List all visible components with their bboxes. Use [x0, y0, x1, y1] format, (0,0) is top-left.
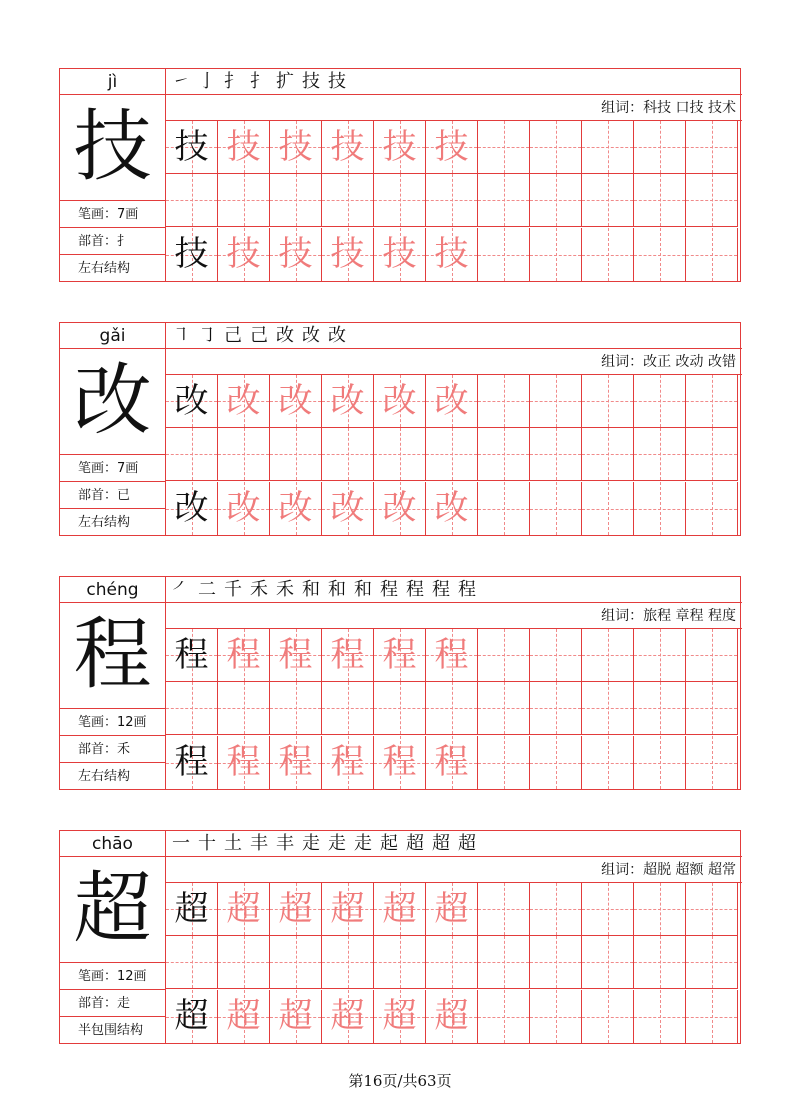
- practice-cell[interactable]: [478, 482, 530, 535]
- trace-char: 技: [330, 234, 365, 274]
- practice-cell[interactable]: [478, 174, 530, 227]
- stroke-count: 笔画：7画: [60, 455, 165, 482]
- practice-cell[interactable]: [374, 228, 426, 281]
- practice-cell[interactable]: [634, 228, 686, 281]
- stroke-step: 超: [406, 833, 424, 854]
- model-char: 超: [73, 864, 152, 954]
- trace-char: 超: [382, 996, 417, 1036]
- practice-cell[interactable]: [686, 482, 738, 535]
- trace-char: 超: [226, 889, 261, 929]
- practice-row: [166, 629, 740, 682]
- practice-cell[interactable]: [686, 121, 738, 174]
- practice-cell[interactable]: [426, 228, 478, 281]
- practice-cell[interactable]: [478, 936, 530, 989]
- practice-cell[interactable]: [218, 174, 270, 227]
- practice-cell[interactable]: [478, 228, 530, 281]
- stroke-step: 超: [458, 833, 476, 854]
- trace-char: 改: [278, 488, 313, 528]
- practice-cell[interactable]: [218, 121, 270, 174]
- structure: 左右结构: [78, 515, 131, 530]
- page-number: 第16页/共63页: [348, 1072, 452, 1090]
- trace-char: 改: [278, 381, 313, 421]
- sample-char: 超: [174, 889, 209, 929]
- stroke-step: 超: [432, 833, 450, 854]
- stroke-step: 十: [198, 833, 216, 854]
- trace-char: 程: [434, 742, 469, 782]
- practice-cell[interactable]: [322, 682, 374, 735]
- trace-char: 程: [226, 635, 261, 675]
- practice-cell[interactable]: [270, 883, 322, 936]
- stroke-step: ㇀: [172, 71, 190, 92]
- practice-cell[interactable]: [322, 428, 374, 481]
- practice-cell[interactable]: [322, 736, 374, 789]
- stroke-step: 走: [328, 833, 346, 854]
- practice-cell[interactable]: [322, 990, 374, 1043]
- practice-cell[interactable]: [166, 990, 218, 1043]
- trace-char: 超: [330, 889, 365, 929]
- trace-char: 程: [330, 635, 365, 675]
- trace-char: 改: [226, 381, 261, 421]
- practice-cell[interactable]: [166, 375, 218, 428]
- radical: 部首：已: [60, 482, 165, 509]
- pinyin: chéng: [60, 577, 165, 603]
- practice-cell[interactable]: [686, 990, 738, 1043]
- practice-cell[interactable]: [478, 990, 530, 1043]
- sample-char: 程: [174, 635, 209, 675]
- practice-cell[interactable]: [686, 629, 738, 682]
- stroke-step: 走: [354, 833, 372, 854]
- practice-row: [166, 375, 740, 428]
- stroke-order: [166, 69, 742, 95]
- practice-cell[interactable]: [270, 736, 322, 789]
- practice-cell[interactable]: [530, 936, 582, 989]
- practice-cell[interactable]: [322, 228, 374, 281]
- trace-char: 技: [434, 127, 469, 167]
- char-info-column: [60, 577, 166, 789]
- practice-cell[interactable]: [530, 228, 582, 281]
- trace-char: 技: [330, 127, 365, 167]
- practice-cell[interactable]: [374, 990, 426, 1043]
- practice-cell[interactable]: [166, 228, 218, 281]
- practice-cell[interactable]: [582, 121, 634, 174]
- practice-cell[interactable]: [426, 883, 478, 936]
- practice-cell[interactable]: [686, 174, 738, 227]
- practice-cell[interactable]: [374, 936, 426, 989]
- practice-cell[interactable]: [686, 428, 738, 481]
- practice-cell[interactable]: [270, 174, 322, 227]
- stroke-step: ㇒: [172, 579, 190, 600]
- model-char-box: [60, 857, 165, 963]
- practice-cell[interactable]: [686, 936, 738, 989]
- trace-char: 改: [382, 381, 417, 421]
- practice-cell[interactable]: [218, 990, 270, 1043]
- practice-cell[interactable]: [374, 482, 426, 535]
- stroke-step: 技: [302, 71, 320, 92]
- practice-cell[interactable]: [582, 736, 634, 789]
- word-examples: 组词：科技 口技 技术: [166, 95, 742, 121]
- practice-row: [166, 174, 740, 227]
- practice-cell[interactable]: [582, 428, 634, 481]
- practice-cell[interactable]: [218, 375, 270, 428]
- stroke-step: 土: [224, 833, 242, 854]
- stroke-count: 笔画：7画: [60, 201, 165, 228]
- practice-cell[interactable]: [530, 990, 582, 1043]
- practice-cell[interactable]: [634, 629, 686, 682]
- practice-cell[interactable]: [686, 736, 738, 789]
- sample-char: 超: [174, 996, 209, 1036]
- stroke-step: 禾: [250, 579, 268, 600]
- trace-char: 程: [278, 635, 313, 675]
- model-char-box: [60, 95, 165, 201]
- practice-cell[interactable]: [634, 121, 686, 174]
- sample-char: 程: [174, 742, 209, 782]
- stroke-step: 丰: [276, 833, 294, 854]
- stroke-step: 改: [276, 325, 294, 346]
- structure: 左右结构: [78, 769, 131, 784]
- stroke-step: 程: [458, 579, 476, 600]
- practice-row: [166, 990, 740, 1043]
- stroke-step: 己: [224, 325, 242, 346]
- practice-cell[interactable]: [582, 936, 634, 989]
- practice-row: [166, 682, 740, 735]
- practice-cell[interactable]: [634, 883, 686, 936]
- practice-cell[interactable]: [166, 482, 218, 535]
- practice-cell[interactable]: [426, 736, 478, 789]
- practice-cell[interactable]: [166, 682, 218, 735]
- trace-char: 技: [382, 234, 417, 274]
- practice-cell[interactable]: [322, 883, 374, 936]
- char-card-3: [59, 576, 741, 790]
- stroke-step: 亅: [198, 71, 216, 92]
- char-card-2: [59, 322, 741, 536]
- practice-cell[interactable]: [530, 883, 582, 936]
- practice-cell[interactable]: [530, 482, 582, 535]
- practice-cell[interactable]: [218, 228, 270, 281]
- practice-cell[interactable]: [218, 736, 270, 789]
- practice-cell[interactable]: [322, 936, 374, 989]
- practice-row: [166, 883, 740, 936]
- practice-cell[interactable]: [270, 682, 322, 735]
- practice-row: [166, 428, 740, 481]
- trace-char: 技: [226, 127, 261, 167]
- trace-char: 改: [330, 381, 365, 421]
- practice-cell[interactable]: [322, 482, 374, 535]
- stroke-step: 起: [380, 833, 398, 854]
- practice-cell[interactable]: [374, 174, 426, 227]
- practice-cell[interactable]: [582, 174, 634, 227]
- stroke-step: 己: [250, 325, 268, 346]
- model-char-box: [60, 349, 165, 455]
- trace-char: 程: [330, 742, 365, 782]
- practice-cell[interactable]: [686, 682, 738, 735]
- practice-cell[interactable]: [634, 990, 686, 1043]
- practice-cell[interactable]: [166, 121, 218, 174]
- stroke-step: 扩: [276, 71, 294, 92]
- practice-cell[interactable]: [270, 121, 322, 174]
- practice-cell[interactable]: [374, 375, 426, 428]
- practice-cell[interactable]: [634, 736, 686, 789]
- practice-cell[interactable]: [478, 883, 530, 936]
- practice-cell[interactable]: [582, 228, 634, 281]
- trace-char: 程: [226, 742, 261, 782]
- practice-cell[interactable]: [582, 682, 634, 735]
- practice-cell[interactable]: [322, 375, 374, 428]
- char-info-column: [60, 831, 166, 1043]
- trace-char: 技: [434, 234, 469, 274]
- practice-cell[interactable]: [166, 936, 218, 989]
- practice-cell[interactable]: [686, 228, 738, 281]
- practice-cell[interactable]: [582, 482, 634, 535]
- stroke-order: [166, 831, 742, 857]
- practice-cell[interactable]: [582, 375, 634, 428]
- practice-cell[interactable]: [166, 736, 218, 789]
- practice-cell[interactable]: [426, 121, 478, 174]
- practice-cell[interactable]: [218, 482, 270, 535]
- practice-cell[interactable]: [218, 428, 270, 481]
- practice-cell[interactable]: [478, 121, 530, 174]
- char-info-column: [60, 323, 166, 535]
- practice-cell[interactable]: [374, 883, 426, 936]
- trace-char: 改: [434, 381, 469, 421]
- trace-char: 程: [382, 742, 417, 782]
- trace-char: 超: [278, 996, 313, 1036]
- trace-char: 改: [434, 488, 469, 528]
- practice-cell[interactable]: [218, 682, 270, 735]
- practice-cell[interactable]: [218, 629, 270, 682]
- practice-cell[interactable]: [322, 629, 374, 682]
- practice-cell[interactable]: [582, 990, 634, 1043]
- trace-char: 超: [434, 889, 469, 929]
- trace-char: 超: [382, 889, 417, 929]
- practice-cell[interactable]: [374, 629, 426, 682]
- practice-cell[interactable]: [374, 736, 426, 789]
- practice-cell[interactable]: [270, 990, 322, 1043]
- practice-row: [166, 736, 740, 789]
- trace-char: 超: [226, 996, 261, 1036]
- practice-cell[interactable]: [634, 174, 686, 227]
- practice-cell[interactable]: [426, 375, 478, 428]
- word-examples: 组词：超脱 超额 超常: [166, 857, 742, 883]
- practice-cell[interactable]: [530, 682, 582, 735]
- trace-char: 程: [278, 742, 313, 782]
- practice-cell[interactable]: [166, 883, 218, 936]
- stroke-count: 笔画：12画: [60, 709, 165, 736]
- model-char: 程: [73, 610, 152, 700]
- practice-row: [166, 228, 740, 281]
- sample-char: 改: [174, 381, 209, 421]
- practice-cell[interactable]: [374, 121, 426, 174]
- stroke-step: 扌: [224, 71, 242, 92]
- trace-char: 程: [434, 635, 469, 675]
- practice-row: [166, 936, 740, 989]
- trace-char: 技: [226, 234, 261, 274]
- trace-char: 改: [226, 488, 261, 528]
- trace-char: 改: [382, 488, 417, 528]
- practice-cell[interactable]: [426, 482, 478, 535]
- practice-cell[interactable]: [322, 174, 374, 227]
- practice-cell[interactable]: [374, 682, 426, 735]
- word-examples: 组词：改正 改动 改错: [166, 349, 742, 375]
- practice-cell[interactable]: [530, 736, 582, 789]
- trace-char: 改: [330, 488, 365, 528]
- radical: 部首：禾: [60, 736, 165, 763]
- practice-cell[interactable]: [270, 375, 322, 428]
- practice-cell[interactable]: [634, 482, 686, 535]
- practice-cell[interactable]: [634, 936, 686, 989]
- practice-cell[interactable]: [478, 428, 530, 481]
- practice-cell[interactable]: [530, 629, 582, 682]
- trace-char: 超: [434, 996, 469, 1036]
- stroke-step: 技: [328, 71, 346, 92]
- practice-cell[interactable]: [218, 936, 270, 989]
- sample-char: 技: [174, 234, 209, 274]
- practice-cell[interactable]: [530, 375, 582, 428]
- practice-row: [166, 121, 740, 174]
- practice-cell[interactable]: [270, 428, 322, 481]
- practice-cell[interactable]: [270, 482, 322, 535]
- practice-cell[interactable]: [530, 428, 582, 481]
- stroke-step: 千: [224, 579, 242, 600]
- stroke-step: 和: [354, 579, 372, 600]
- practice-cell[interactable]: [634, 682, 686, 735]
- stroke-step: 程: [432, 579, 450, 600]
- structure: 半包围结构: [78, 1023, 144, 1038]
- practice-cell[interactable]: [426, 629, 478, 682]
- trace-char: 超: [278, 889, 313, 929]
- stroke-step: 一: [172, 833, 190, 854]
- model-char: 技: [73, 102, 152, 192]
- char-card-4: [59, 830, 741, 1044]
- practice-cell[interactable]: [218, 883, 270, 936]
- trace-char: 程: [382, 635, 417, 675]
- practice-cell[interactable]: [426, 990, 478, 1043]
- practice-cell[interactable]: [270, 936, 322, 989]
- practice-cell[interactable]: [478, 682, 530, 735]
- practice-cell[interactable]: [478, 375, 530, 428]
- practice-cell[interactable]: [374, 428, 426, 481]
- practice-cell[interactable]: [686, 375, 738, 428]
- trace-char: 技: [278, 127, 313, 167]
- practice-cell[interactable]: [478, 629, 530, 682]
- practice-cell[interactable]: [478, 736, 530, 789]
- stroke-step: 和: [302, 579, 320, 600]
- practice-cell[interactable]: [634, 428, 686, 481]
- practice-cell[interactable]: [270, 228, 322, 281]
- pinyin: gǎi: [60, 323, 165, 349]
- practice-cell[interactable]: [426, 174, 478, 227]
- practice-cell[interactable]: [166, 629, 218, 682]
- stroke-step: 扌: [250, 71, 268, 92]
- radical: 部首：扌: [60, 228, 165, 255]
- stroke-order: [166, 577, 742, 603]
- practice-row: [166, 482, 740, 535]
- stroke-step: 丰: [250, 833, 268, 854]
- sample-char: 改: [174, 488, 209, 528]
- practice-cell[interactable]: [634, 375, 686, 428]
- practice-cell[interactable]: [426, 428, 478, 481]
- practice-cell[interactable]: [686, 883, 738, 936]
- word-examples: 组词：旅程 章程 程度: [166, 603, 742, 629]
- trace-char: 超: [330, 996, 365, 1036]
- radical: 部首：走: [60, 990, 165, 1017]
- stroke-step: 二: [198, 579, 216, 600]
- practice-cell[interactable]: [166, 428, 218, 481]
- model-char: 改: [73, 356, 152, 446]
- stroke-step: ㇆: [198, 325, 216, 346]
- model-char-box: [60, 603, 165, 709]
- stroke-count: 笔画：12画: [60, 963, 165, 990]
- stroke-step: 程: [380, 579, 398, 600]
- practice-cell[interactable]: [270, 629, 322, 682]
- practice-cell[interactable]: [166, 174, 218, 227]
- stroke-step: 改: [328, 325, 346, 346]
- stroke-step: 程: [406, 579, 424, 600]
- sample-char: 技: [174, 127, 209, 167]
- pinyin: jì: [60, 69, 165, 95]
- practice-cell[interactable]: [426, 936, 478, 989]
- stroke-step: 禾: [276, 579, 294, 600]
- structure: 左右结构: [78, 261, 131, 276]
- stroke-order: [166, 323, 742, 349]
- practice-cell[interactable]: [426, 682, 478, 735]
- pinyin: chāo: [60, 831, 165, 857]
- trace-char: 技: [278, 234, 313, 274]
- practice-cell[interactable]: [322, 121, 374, 174]
- practice-cell[interactable]: [530, 174, 582, 227]
- practice-cell[interactable]: [582, 883, 634, 936]
- char-info-column: [60, 69, 166, 281]
- practice-cell[interactable]: [530, 121, 582, 174]
- stroke-step: 和: [328, 579, 346, 600]
- stroke-step: 走: [302, 833, 320, 854]
- stroke-step: ㇕: [172, 325, 190, 346]
- char-card-1: [59, 68, 741, 282]
- stroke-step: 改: [302, 325, 320, 346]
- trace-char: 技: [382, 127, 417, 167]
- practice-cell[interactable]: [582, 629, 634, 682]
